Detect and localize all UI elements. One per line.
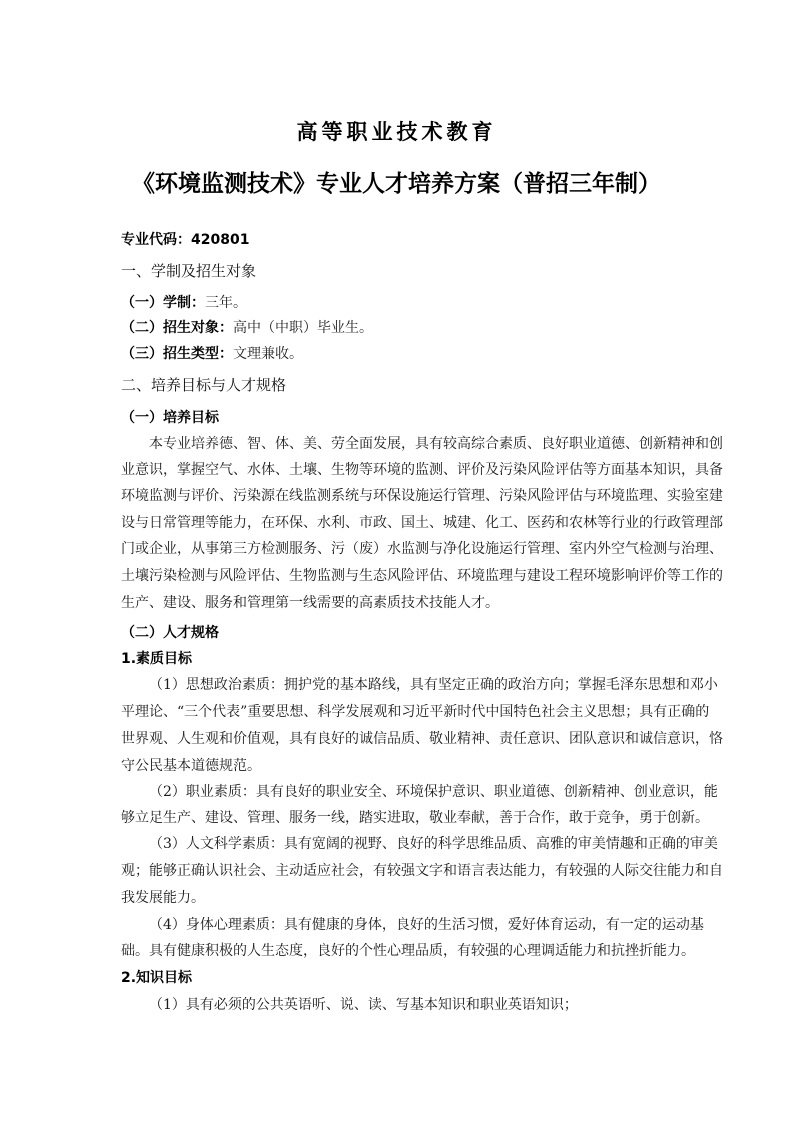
training-goal-line: 生产、建设、服务和管理第一线需要的高素质技术技能人才。 — [121, 595, 499, 611]
major-code-label: 专业代码： — [121, 232, 191, 248]
section-2-heading: 二、培养目标与人才规格 — [121, 376, 287, 394]
quality-p4-line: （4）身体心理素质：具有健康的身体，良好的生活习惯，爱好体育运动，有一定的运动基 — [149, 917, 704, 933]
document-title: 高等职业技术教育 — [296, 120, 497, 144]
item-label: （一）学制： — [121, 295, 205, 311]
major-code-value: 420801 — [191, 232, 250, 248]
document-subtitle: 《环境监测技术》专业人才培养方案（普招三年制） — [132, 170, 661, 197]
quality-p2-line: 够立足生产、建设、管理、服务一线，踏实进取，敬业奉献，善于合作，敢于竞争，勇于创新。 — [121, 810, 709, 826]
quality-p1-line: （1）思想政治素质：拥护党的基本路线，具有坚定正确的政治方向；掌握毛泽东思想和邓小 — [149, 677, 718, 693]
quality-p1-line: 世界观、人生观和价值观，具有良好的诚信品质、敬业精神、责任意识、团队意识和诚信意识，恪 — [121, 731, 723, 747]
item-enrollment-type — [121, 345, 303, 363]
training-goal-line: 环境监测与评价、污染源在线监测系统与环保设施运行管理、污染风险评估与环境监理、实验室建 — [121, 488, 723, 504]
training-goal-line: 本专业培养德、智、体、美、劳全面发展，具有较高综合素质、良好职业道德、创新精神和创 — [149, 436, 723, 452]
item-label: （三）招生类型： — [121, 346, 233, 362]
quality-p1-line: 守公民基本道德规范。 — [121, 758, 261, 774]
quality-p3-line: 观；能够正确认识社会、主动适应社会，有较强文字和语言表达能力，有较强的人际交往能力和自 — [121, 863, 723, 879]
quality-p3-line: （3）人文科学素质：具有宽阔的视野、良好的科学思维品质、高雅的审美情趣和正确的审美 — [149, 836, 718, 852]
major-code — [121, 231, 249, 249]
item-enrollment-target — [121, 319, 373, 337]
quality-goal-heading: 1.素质目标 — [121, 651, 193, 667]
training-goal-line: 业意识，掌握空气、水体、土壤、生物等环境的监测、评价及污染风险评估等方面基本知识，具备 — [121, 462, 723, 478]
section-1-heading: 一、学制及招生对象 — [121, 262, 257, 280]
item-value: 文理兼收。 — [233, 346, 303, 362]
knowledge-p1-line: （1）具有必须的公共英语听、说、读、写基本知识和职业英语知识； — [149, 997, 578, 1013]
item-label: （二）招生对象： — [121, 320, 233, 336]
item-duration — [121, 294, 247, 312]
item-value: 高中（中职）毕业生。 — [233, 320, 373, 336]
training-goal-heading: （一）培养目标 — [121, 410, 219, 426]
quality-p1-line: 平理论、“三个代表”重要思想、科学发展观和习近平新时代中国特色社会主义思想；具有正确的 — [121, 704, 710, 720]
item-value: 三年。 — [205, 295, 247, 311]
training-goal-line: 设与日常管理等能力，在环保、水利、市政、国土、城建、化工、医药和农林等行业的行政管理部 — [121, 515, 723, 531]
quality-p3-line: 我发展能力。 — [121, 890, 205, 906]
training-goal-line: 土壤污染检测与风险评估、生物监测与生态风险评估、环境监理与建设工程环境影响评价等工作的 — [121, 568, 723, 584]
talent-spec-heading: （二）人才规格 — [121, 625, 219, 641]
knowledge-goal-heading: 2.知识目标 — [121, 970, 193, 986]
quality-p2-line: （2）职业素质：具有良好的职业安全、环境保护意识、职业道德、创新精神、创业意识，能 — [149, 784, 718, 800]
training-goal-line: 门或企业，从事第三方检测服务、污（废）水监测与净化设施运行管理、室内外空气检测与治理、 — [121, 541, 723, 557]
quality-p4-line: 础。具有健康积极的人生态度，良好的个性心理品质，有较强的心理调适能力和抗挫折能力。 — [121, 943, 695, 959]
